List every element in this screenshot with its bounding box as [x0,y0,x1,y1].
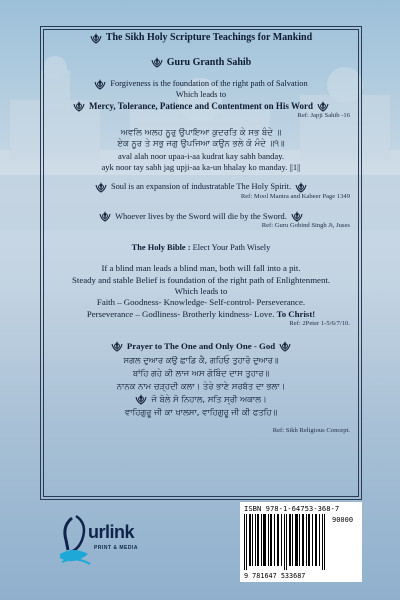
prayer-ref: Ref: Sikh Religious Concept. [272,426,350,434]
prayer-line: ਵਾਹਿਗੁਰੂ ਜੀ ਕਾ ਖਾਲਸਾ, ਵਾਹਿਗੁਰੂ ਜੀ ਕੀ ਫਤਹਿ॥ [124,406,278,417]
prayer-block [48,354,354,419]
gurbani-verse [48,128,354,151]
bible-block [48,263,354,329]
khanda-icon [99,211,111,222]
prayer-heading: Prayer to The One and Only One - God [126,340,276,351]
page-heading: The Sikh Holy Scripture Teachings for Mankind [105,32,313,43]
khanda-icon [135,394,147,405]
khanda-icon [279,341,291,352]
bible-line2: Steady and stable Belief is foundation of the right path of Enlightenment. [72,274,330,285]
guru-row [48,57,354,70]
bible-line1: If a blind man leads a blind man, both will fall into a pit. [101,263,301,274]
khanda-icon [111,341,123,352]
sword-block [48,211,354,230]
transliteration [48,151,354,172]
bible-heading-bold: The Holy Bible : [131,242,191,252]
soul-text: Soul is an expansion of industratable The Holy Spirit. [110,182,292,192]
soul-ref: Ref: Mool Mantra and Kabeer Page 1349 [240,193,350,201]
khanda-icon [151,57,163,68]
khanda-icon [95,182,107,193]
bible-ref: Ref: 2Peter 1-5/6/7/10. [289,320,350,328]
khanda-icon [90,33,102,44]
guru-title: Guru Granth Sahib [166,56,252,68]
khanda-icon [317,101,329,112]
sword-text: Whoever lives by the Sword will die by the Sword. [115,211,287,221]
soul-block [48,182,354,201]
bible-line4: Faith – Goodness- Knowledge- Self-control- Perseverance. [96,297,306,308]
isbn-barcode [240,502,362,582]
khanda-icon [295,182,307,193]
prayer-line: ਨਾਨਕ ਨਾਮ ਚੜ੍ਹਦੀ ਕਲਾ। ਤੇਰੇ ਭਾਣੇ ਸਰਬੱਤ ਦਾ ਭਲਾ। [116,380,286,391]
bible-line5-bold: To Christ! [276,308,316,319]
gurbani-line1: ਅਵਲਿ ਅਲਹ ਨੂਰੁ ਉਪਾਇਆ ਕੁਦਰਤਿ ਕੇ ਸਭ ਬੰਦੇ ॥ [120,127,282,138]
prayer-heading-row [48,341,354,352]
barcode-digits: 9 781647 533687 [244,572,306,580]
bible-line5: Perseverance – Godliness- Brotherly kindness- Love. [86,308,275,319]
gurbani-line2: ਏਕ ਨੂਰ ਤੇ ਸਭੁ ਜਗੁ ਉਪਜਿਆ ਕਉਨ ਭਲੇ ਕੋ ਮੰਦੇ ॥੧॥ [117,139,285,150]
forgiveness-line1: Forgiveness is the foundation of the right path of Salvation [110,79,308,89]
prayer-line: ਜੋ ਬੋਲੇ ਸੋ ਨਿਹਾਲ, ਸਤਿ ਸ੍ਰੀ ਅਕਾਲ। [151,393,267,404]
forgiveness-ref: Ref: Japji Sahib -16 [297,111,350,119]
isbn-number: ISBN 978-1-64753-368-7 [244,504,340,513]
back-cover-text [48,30,354,435]
prayer-line: ਬਾਂਹਿ ਗਹੇ ਕੀ ਲਾਜ ਅਸ ਗੋਬਿੰਦ ਦਾਸ ਤੁਹਾਰ॥ [132,367,270,378]
prayer-line: ਸਗਲ ਦੁਆਰ ਕਉ ਛਾਡਿ ਕੈ, ਗਹਿਓ ਤੁਹਾਰੋ ਦੁਆਰ॥ [123,354,279,365]
khanda-icon [73,101,85,112]
khanda-icon [94,79,106,90]
translit-line1: aval alah noor upaa-i-aa kudrat kay sabh banday. [117,150,285,161]
khanda-icon [291,211,303,222]
translit-line2: ayk noor tay sabh jag upji-aa ka-un bhalay ko manday. ||1|| [101,161,301,172]
forgiveness-block [48,79,354,120]
price-code: 90000 [332,516,354,524]
bible-heading [48,243,354,254]
forgiveness-line3: Mercy, Tolerance, Patience and Contentment on His Word [89,100,313,111]
heading-row [48,32,354,45]
prayer-line-row [48,393,354,406]
sword-ref: Ref: Guru Gobind Singh Ji, Juses [261,222,350,230]
barcode-bars [244,514,328,570]
bible-heading-rest: Elect Your Path Wisely [190,242,271,252]
forgiveness-line2: Which leads to [175,90,227,99]
bible-line3: Which leads to [174,285,228,296]
publisher-name: urlink [88,522,135,542]
publisher-tagline: PRINT & MEDIA [94,545,138,551]
